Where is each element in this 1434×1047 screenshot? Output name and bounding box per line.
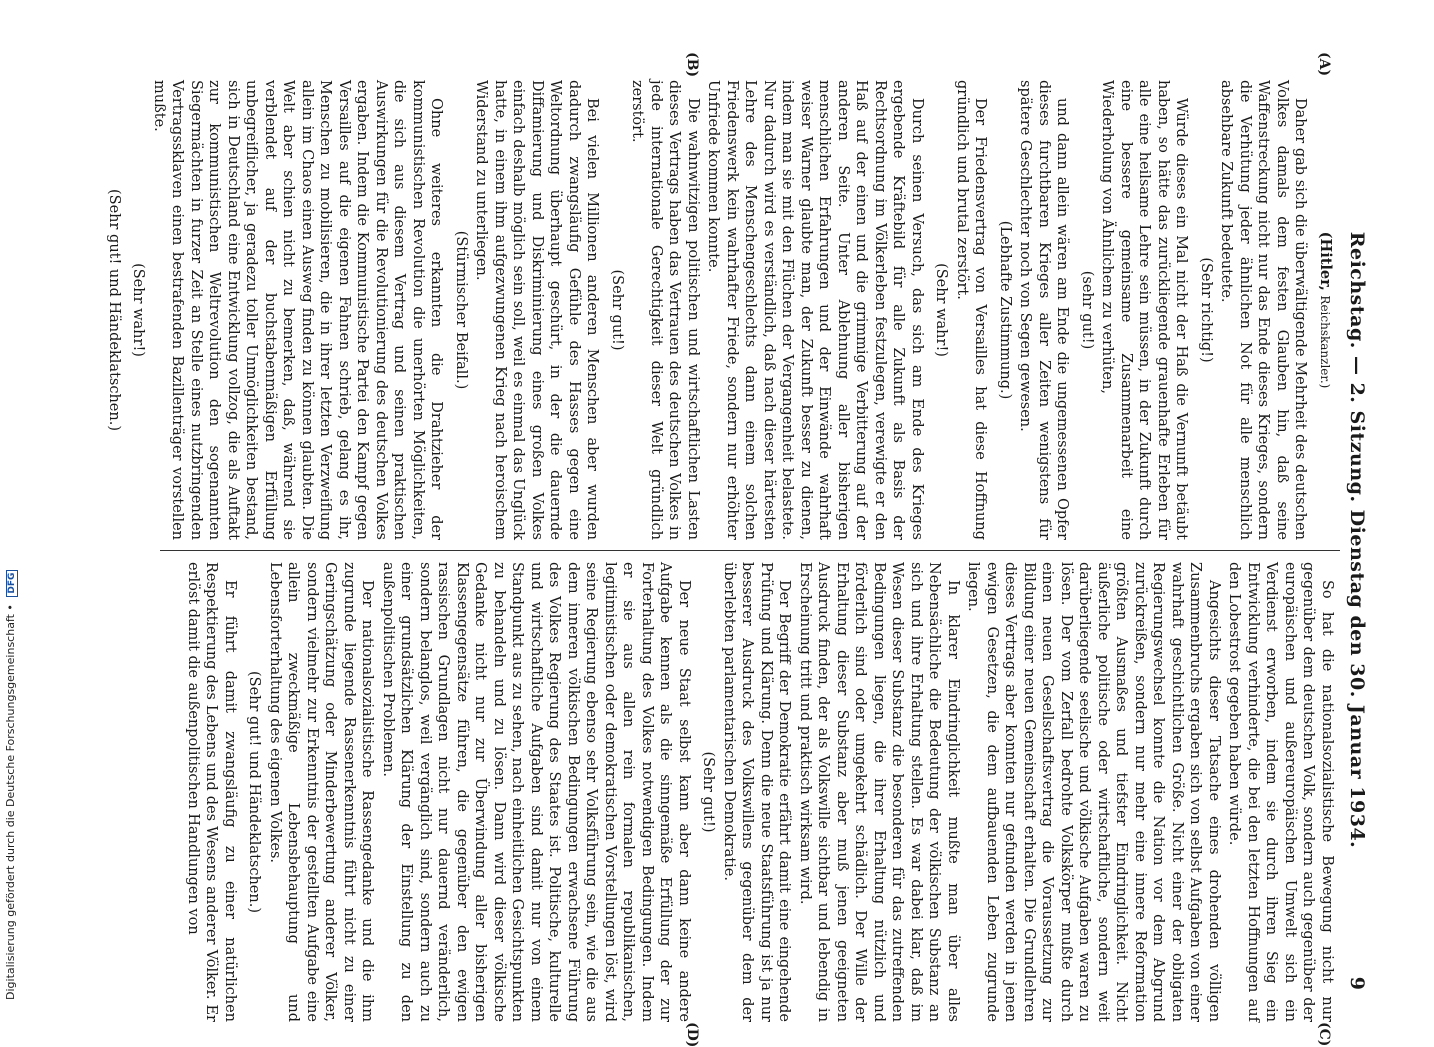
reaction: (Sehr gut! und Händeklatschen.) xyxy=(106,189,122,431)
margin-marker-b: (B) xyxy=(684,52,700,78)
reaction: (Sehr wahr!) xyxy=(933,263,950,357)
paragraph: Daher gab sich die überwältigende Mehrheit des deutschen Volkes damals dem festen Glauben hin, daß seine Waffenstreckung nicht nur das Ende dieses Krieges, sondern die Verhütung jeder ähnlichen Not für alle menschlich absehbare Zukunft bedeutete. xyxy=(1218,80,1309,540)
paragraph: Der Friedensvertrag von Versailles hat diese Hoffnung gründlich und brutal zerstört. xyxy=(954,80,989,540)
speaker-role: Reichskanzler.) xyxy=(1318,295,1332,389)
page-number: 9 xyxy=(1346,976,1368,990)
paragraph: In klarer Eindringlichkeit mußte man über alles Nebensächliche die Bedeutung der völkischen Substanz an sich und ihre Erhaltung stellen. Es war dabei klar, daß im Wesen dieser Substanz die besonderen für das zutreffenden Bedingungen liegen, die ihrer Erhaltung nützlich und förderlich sind oder umgekehrt schädlich. Der Wille der Erhaltung dieser Substanz aber muß jenen geeigneten Ausdruck finden, der als Volkswille sichtbar und lebendig in Erscheinung tritt und praktisch wirksam wird. xyxy=(797,562,961,1022)
paragraph: Bei vielen Millionen anderen Menschen aber wurden dadurch zwangsläufig Gefühle des Hasses gegen eine Weltordnung überhaupt geschürt, in der die dauernde Diffamierung und Diskriminierung eines großen Volkes einfach deshalb möglich sein soll, weil es einmal das Unglück hatte, in einem ihm aufgezwungenen Krieg nach heroischem Widerstand zu unterliegen. xyxy=(473,80,601,540)
paragraph: Der neue Staat selbst kann aber dann keine andere Aufgabe kennen als die sinngemäße Erfüllung der zur Forterhaltung des Volkes notwendigen Bedingungen. Indem er sie aus allen rein formalen republikanischen, legitimistischen oder demokratischen Vorstellungen löst, wird seine Regierung ebenso sehr Volksführung sein, wie die aus dem inneren völkischen Bedingungen erwachsene Führung des Volkes Regierung des Staates ist. Politische, kulturelle und wirtschaftliche Aufgaben sind damit nur von einem Standpunkt aus zu sehen, nach einheitlichen Gesichtspunkten zu behandeln und zu lösen. Dann wird dieser völkische Gedanke nicht nur zur Überwindung aller bisherigen Klassengegensätze führen, die gegenüber den ewigen rassischen Grundlagen nicht nur dauernd veränderlich, sondern belanglos, weil vergänglich sind, sondern auch zu einer grundsätzlichen Klärung der Einstellung zu den außenpolitischen Problemen. xyxy=(380,562,692,1022)
speaker-name: (Hitler, xyxy=(1317,231,1334,291)
dfg-logo: DFG xyxy=(6,570,18,597)
paragraph: So hat die nationalsozialistische Bewegung nicht nur gegenüber dem deutschen Volk, sondern auch gegenüber der europäischen und außereuropäischen Umwelt sich ein Verdienst erworben, indem sie durch ihren Sieg ein Entwicklung verhinderte, die bei den letzten Hoffnungen auf den Lobestrost gegeben haben würde. xyxy=(1226,562,1335,1022)
left-column xyxy=(99,80,1337,540)
paragraph: Angesichts dieser Tatsache eines drohenden völligen Zusammenbruchs ergaben sich von selbst Aufgaben von einer wahrhaft geschichtlichen Größe. Nicht einer der obligaten Regierungswechsel konnte die Nation vor dem Abgrund zurückreißen, sondern nur mehr eine innere Reformation größten Ausmaßes und tiefster Eindringlichkeit. Nicht äußerliche politische oder wirtschaftliche, sondern weit darüberliegende seelische und völkische Aufgaben waren zu lösen. Der vom Zerfall bedrohte Volkskörper mußte durch einen neuen Gesellschaftsvertrag die Voraussetzung zur Bildung einer neuen Gemeinschaft erhalten. Die Grundlehren dieses Vertrags aber konnten nur gefunden werden in jenen ewigen Gesetzen, die dem aufbauenden Leben zugrunde liegen. xyxy=(965,562,1222,1022)
page-title: Reichstag. — 2. Sitzung. Dienstag den 30. Januar 1934. xyxy=(1346,231,1368,849)
paragraph: Durch seinen Versuch, das sich am Ende des Krieges ergebende Kräftebild für alle Zukunft als Basis der Rechtsordnung im Völkerleben festzulegen, verewigte er den Haß auf der einen und die grimmige Verbitterung auf der anderen Seite. Unter Ablehnung aller bisherigen menschlichen Erfahrungen und der Einwände wahrhaft weiser Warner glaubte man, der Zukunft besser zu dienen, indem man sie mit den Flüchen der Vergangenheit belastete. Nur dadurch wird es verständlich, daß nach dieser härtesten Lehre des Menschengeschlechts dann einem solchen Friedenswerk kein wahrhafter Friede, sondern nur erhöhter Unfriede kommen konnte. xyxy=(705,80,925,540)
reaction: (sehr gut!) xyxy=(1079,270,1095,350)
reaction: (Sehr gut!) xyxy=(700,751,717,833)
column-divider xyxy=(160,550,1340,551)
paragraph: Würde dieses ein Mal nicht der Haß die Vernunft betäubt haben, so hätte das zurückliegende grauenhafte Erleben für alle eine heilsame Lehre sein müssen, in der Zukunft durch eine bessere gemeinsame Zusammenarbeit eine Wiederholung von Ähnlichem zu verhüten, xyxy=(1099,80,1190,540)
paragraph: und dann allein wären am Ende die ungemessenen Opfer dieses furchtbaren Krieges aller Zeiten wenigstens für spätere Geschlechter noch von Segen gewesen. xyxy=(1017,80,1071,540)
reaction: (Sehr richtig!) xyxy=(1198,257,1214,363)
paragraph: Die wahnwitzigen politischen und wirtschaftlichen Lasten dieses Vertrags haben das Vertrauen des deutschen Volkes in jede internationale Gerechtigkeit dieser Welt gründlich zerstört. xyxy=(629,80,701,540)
reaction: (Sehr gut!) xyxy=(609,269,625,351)
paragraph: Der Begriff der Demokratie erfährt damit eine eingehende Prüfung und Klärung. Denn die neue Staatsführung ist ja nur besserer Ausdruck des Volkswillens gegenüber dem der überlebten parlamentarischen Demokratie. xyxy=(721,562,793,1022)
right-column xyxy=(182,562,1337,1022)
paragraph: Ohne weiteres erkannten die Drahtzieher der kommunistischen Revolution die unerhörten Möglichkeiten, die sich aus diesem Vertrag und seinen praktischen Auswirkungen für die Revolutionierung des deutschen Volkes ergaben. Indem die Kommunistische Partei den Kampf gegen Versailles auf die eigenen Fahnen schrieb, gelang es ihr, Menschen zu mobilisieren, die in ihrer letzten Verzweiflung allein im Chaos einen Ausweg finden zu können glaubten. Die Welt aber schien nicht zu bemerken, daß, während sie verblendet auf der buchstabenmäßigen Erfüllung unbegreiflicher, ja geradezu toller Unmöglichkeiten bestand, sich in Deutschland eine Entwicklung vollzog, die als Auftakt zur kommunistischen Weltrevolution den sogenannten Siegermächten in furzer Zeit an Stelle eines nutzbringenden Vertragssklaven einen bestrafenden Bazillenträger vorstellen mußte. xyxy=(151,80,445,540)
page-header xyxy=(1342,90,1372,990)
margin-marker-c: (C) xyxy=(1316,1022,1332,1047)
reaction: (Sehr wahr!) xyxy=(130,263,147,357)
margin-marker-a: (A) xyxy=(1316,52,1332,77)
rotated-document-page xyxy=(106,52,1380,1047)
reaction: (Lebhafte Zustimmung.) xyxy=(997,220,1013,400)
credit-text: Digitalisierung gefördert durch die Deutsche Forschungsgemeinschaft • xyxy=(4,604,17,1000)
paragraph: Der nationalsozialistische Rassengedanke und die ihm zugrunde liegende Rassenerkenntnis führt nicht zu einer Geringschätzung oder Minderbewertung anderer Völker, sondern vielmehr zur Erkenntnis der gestellten Aufgabe eine allein zweckmäßige Lebensbehauptung und Lebensforterhaltung des eigenen Volkes. xyxy=(267,562,376,1022)
margin-marker-d: (D) xyxy=(684,1022,700,1047)
digitization-credit xyxy=(4,20,22,1000)
reaction: (Sehr gut! und Händeklatschen.) xyxy=(246,671,263,913)
paragraph: Er führt damit zwangsläufig zu einer natürlichen Respektierung des Lebens und des Wesens anderer Völker. Er erlöst damit die außenpolitischen Handlungen von xyxy=(185,562,238,1022)
speaker-line xyxy=(1316,80,1335,540)
reaction: (Stürmischer Beifall.) xyxy=(453,230,469,390)
